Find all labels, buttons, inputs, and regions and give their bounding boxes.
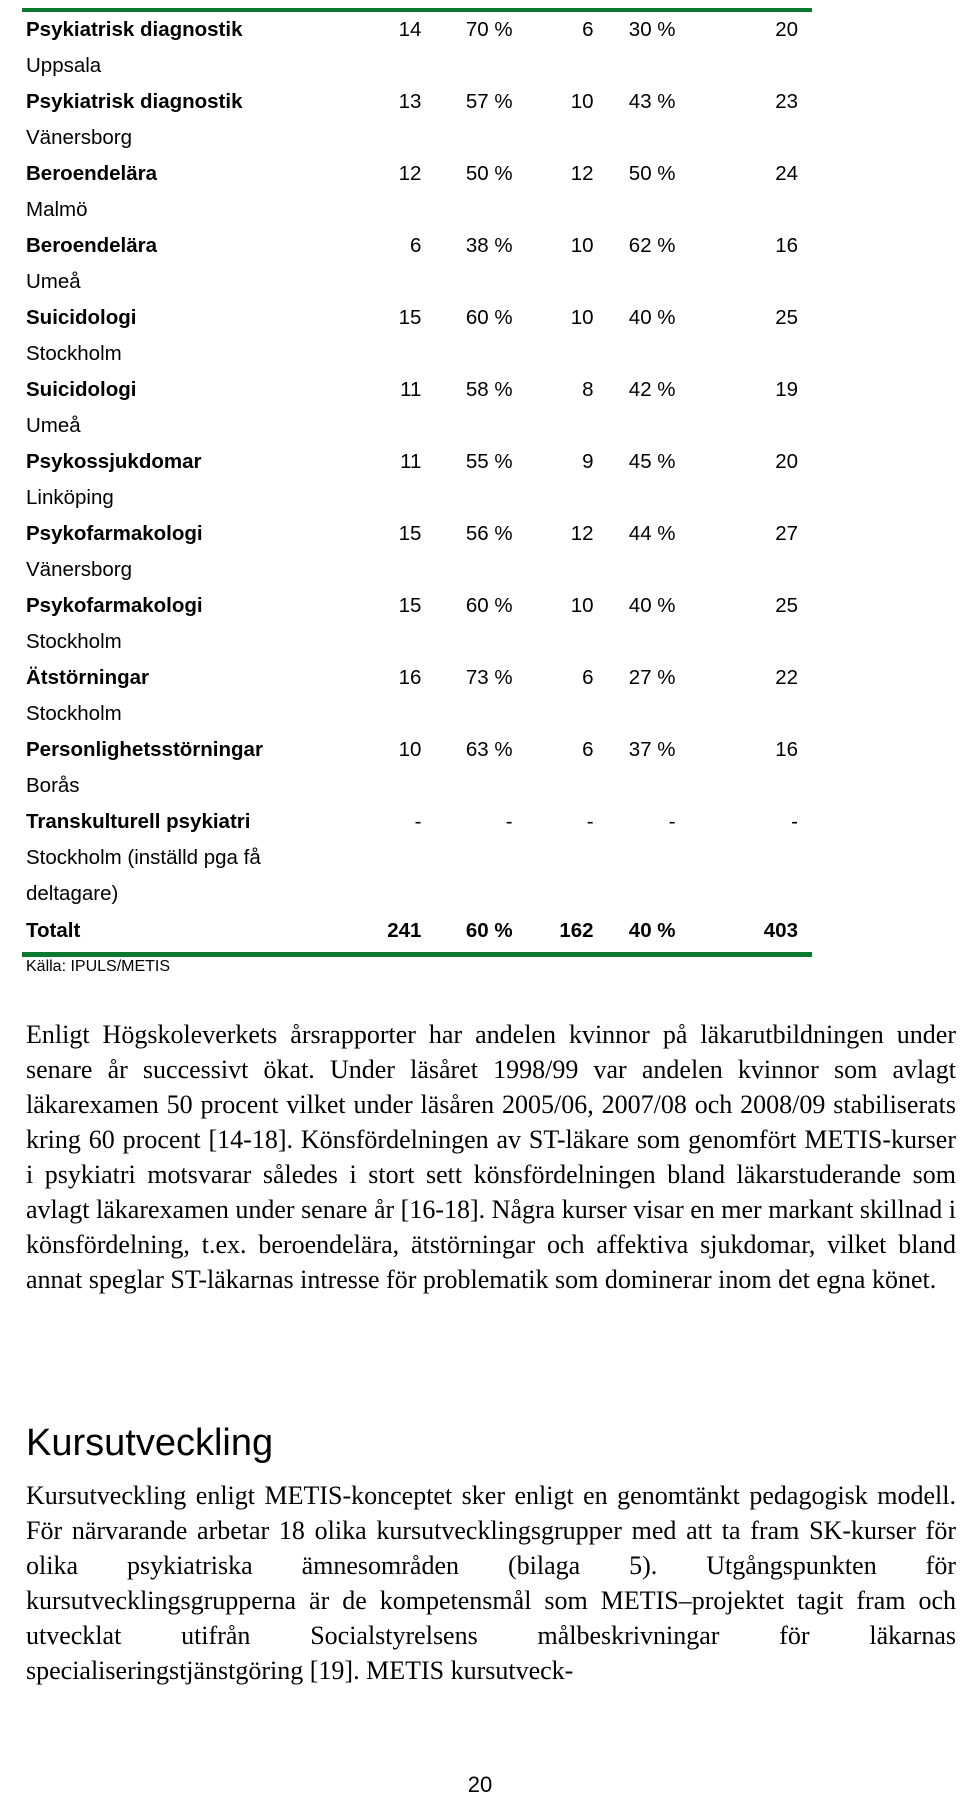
course-name: Psykiatrisk diagnostik xyxy=(26,90,243,113)
total-label: Totalt xyxy=(26,919,81,942)
percent-1-cell: 57 % xyxy=(465,90,513,113)
count-2-cell: 10 xyxy=(570,90,594,113)
table-row xyxy=(22,660,812,732)
count-1-cell: 14 xyxy=(398,18,422,41)
count-2-cell: 6 xyxy=(582,18,594,41)
total-cell: 22 xyxy=(775,666,798,689)
course-location: Stockholm xyxy=(26,342,122,365)
course-location: Umeå xyxy=(26,414,81,437)
table-total-row xyxy=(22,912,812,952)
course-location: Linköping xyxy=(26,486,114,509)
course-cell xyxy=(22,12,350,84)
percent-1-cell: 70 % xyxy=(465,18,513,41)
table-row xyxy=(22,444,812,516)
course-name: Beroendelära xyxy=(26,162,158,185)
course-name: Psykiatrisk diagnostik xyxy=(26,18,243,41)
course-location: Vänersborg xyxy=(26,558,132,581)
statistics-table-container xyxy=(22,8,812,957)
count-1-cell: 13 xyxy=(398,90,422,113)
total-percent-2: 40 % xyxy=(628,919,676,942)
total-cell: 25 xyxy=(775,594,798,617)
table-row xyxy=(22,300,812,372)
percent-1-cell: 55 % xyxy=(465,450,513,473)
course-cell xyxy=(22,228,350,300)
course-cell xyxy=(22,516,350,588)
course-name: Psykossjukdomar xyxy=(26,450,202,473)
count-1-cell: 16 xyxy=(398,666,422,689)
total-cell: 23 xyxy=(775,90,798,113)
percent-1-cell: 63 % xyxy=(465,738,513,761)
total-cell: 20 xyxy=(775,450,798,473)
table-row xyxy=(22,732,812,804)
percent-2-cell: 30 % xyxy=(628,18,676,41)
table-source-note: Källa: IPULS/METIS xyxy=(26,958,171,975)
course-cell xyxy=(22,660,350,732)
table-row xyxy=(22,84,812,156)
course-name: Suicidologi xyxy=(26,306,137,329)
table-row xyxy=(22,804,812,912)
course-cell xyxy=(22,444,350,516)
course-name: Transkulturell psykiatri xyxy=(26,810,251,833)
table-row xyxy=(22,12,812,84)
count-2-cell: 12 xyxy=(570,522,594,545)
table-bottom-rule xyxy=(22,952,812,957)
course-name: Personlighetsstörningar xyxy=(26,738,263,761)
course-location: Stockholm xyxy=(26,702,122,725)
count-2-cell: - xyxy=(586,810,594,833)
course-location: Stockholm (inställd pga få deltagare) xyxy=(26,846,261,905)
count-1-cell: 11 xyxy=(400,450,422,473)
count-1-cell: 15 xyxy=(398,522,422,545)
course-cell xyxy=(22,804,350,912)
course-location: Umeå xyxy=(26,270,81,293)
count-1-cell: - xyxy=(414,810,422,833)
course-location: Uppsala xyxy=(26,54,102,77)
count-2-cell: 10 xyxy=(570,306,594,329)
course-cell xyxy=(22,588,350,660)
course-cell xyxy=(22,372,350,444)
percent-1-cell: 38 % xyxy=(465,234,513,257)
percent-1-cell: 60 % xyxy=(465,594,513,617)
percent-1-cell: 58 % xyxy=(465,378,513,401)
total-count-1: 241 xyxy=(387,919,422,942)
total-cell: 25 xyxy=(775,306,798,329)
gender-distribution-table xyxy=(22,12,812,952)
count-1-cell: 12 xyxy=(398,162,422,185)
course-name: Ätstörningar xyxy=(26,666,149,689)
total-percent-1: 60 % xyxy=(465,919,513,942)
count-2-cell: 6 xyxy=(582,666,594,689)
table-row xyxy=(22,228,812,300)
total-cell: 27 xyxy=(775,522,798,545)
course-cell xyxy=(22,84,350,156)
percent-1-cell: 56 % xyxy=(465,522,513,545)
percent-2-cell: 40 % xyxy=(628,306,676,329)
percent-1-cell: 50 % xyxy=(465,162,513,185)
course-cell xyxy=(22,156,350,228)
percent-2-cell: 45 % xyxy=(628,450,676,473)
total-cell: 16 xyxy=(775,738,798,761)
course-name: Psykofarmakologi xyxy=(26,522,203,545)
percent-1-cell: 73 % xyxy=(465,666,513,689)
table-row xyxy=(22,516,812,588)
course-cell xyxy=(22,732,350,804)
percent-1-cell: - xyxy=(505,810,513,833)
percent-2-cell: 42 % xyxy=(628,378,676,401)
count-2-cell: 12 xyxy=(570,162,594,185)
course-location: Borås xyxy=(26,774,80,797)
course-cell xyxy=(22,300,350,372)
course-location: Vänersborg xyxy=(26,126,132,149)
percent-2-cell: 44 % xyxy=(628,522,676,545)
page-number: 20 xyxy=(467,1772,493,1797)
course-name: Suicidologi xyxy=(26,378,137,401)
course-location: Stockholm xyxy=(26,630,122,653)
percent-2-cell: - xyxy=(668,810,676,833)
total-sum: 403 xyxy=(763,919,798,942)
count-1-cell: 11 xyxy=(400,378,422,401)
count-1-cell: 15 xyxy=(398,306,422,329)
count-2-cell: 8 xyxy=(582,378,594,401)
body-paragraph-gender: Enligt Högskoleverkets årsrapporter har andelen kvinnor på läkarutbildningen under senare år successivt ökat. Under läsåret 1998/99 var andelen kvinnor som avlagt läkarexamen 50 procent vilket under läsåren 2005/06, 2007/08 och 2008/09 stabiliserats kring 60 procent [14-18]. Könsfördelningen av ST-läkare som genomfört METIS-kurser i psykiatri motsvarar således i stort sett könsfördelningen bland läkarstuderande som avlagt läkarexamen under senare år [16-18]. Några kurser visar en mer markant skillnad i könsfördelning, t.ex. beroendelära, ätstörningar och affektiva sjukdomar, vilket bland annat speglar ST-läkarnas intresse för problematik som dominerar inom det egna könet. xyxy=(26,1020,956,1294)
percent-2-cell: 50 % xyxy=(628,162,676,185)
table-row xyxy=(22,588,812,660)
table-row xyxy=(22,156,812,228)
count-1-cell: 6 xyxy=(410,234,422,257)
percent-2-cell: 27 % xyxy=(628,666,676,689)
total-cell: - xyxy=(791,810,798,833)
section-heading-kursutveckling: Kursutveckling xyxy=(26,1422,274,1464)
percent-2-cell: 43 % xyxy=(628,90,676,113)
count-2-cell: 9 xyxy=(582,450,594,473)
count-1-cell: 15 xyxy=(398,594,422,617)
count-2-cell: 10 xyxy=(570,594,594,617)
body-paragraph-kursutveckling: Kursutveckling enligt METIS-konceptet sker enligt en genomtänkt pedagogisk modell. För närvarande arbetar 18 olika kursutvecklingsgrupper med att ta fram SK-kurser för olika psykiatriska ämnesområden (bilaga 5). Utgångspunkten för kursutvecklingsgrupperna är de kompetensmål som METIS–projektet tagit fram och utvecklat utifrån Socialstyrelsens målbeskrivningar för läkarnas specialiseringstjänstgöring [19]. METIS kursutveck- xyxy=(26,1481,956,1685)
total-cell: 20 xyxy=(775,18,798,41)
count-2-cell: 10 xyxy=(570,234,594,257)
total-cell: 24 xyxy=(775,162,798,185)
total-cell: 19 xyxy=(775,378,798,401)
total-count-2: 162 xyxy=(559,919,594,942)
percent-2-cell: 40 % xyxy=(628,594,676,617)
count-1-cell: 10 xyxy=(398,738,422,761)
course-name: Psykofarmakologi xyxy=(26,594,203,617)
table-row xyxy=(22,372,812,444)
percent-2-cell: 62 % xyxy=(628,234,676,257)
course-location: Malmö xyxy=(26,198,88,221)
count-2-cell: 6 xyxy=(582,738,594,761)
total-cell: 16 xyxy=(775,234,798,257)
course-name: Beroendelära xyxy=(26,234,158,257)
percent-2-cell: 37 % xyxy=(628,738,676,761)
percent-1-cell: 60 % xyxy=(465,306,513,329)
